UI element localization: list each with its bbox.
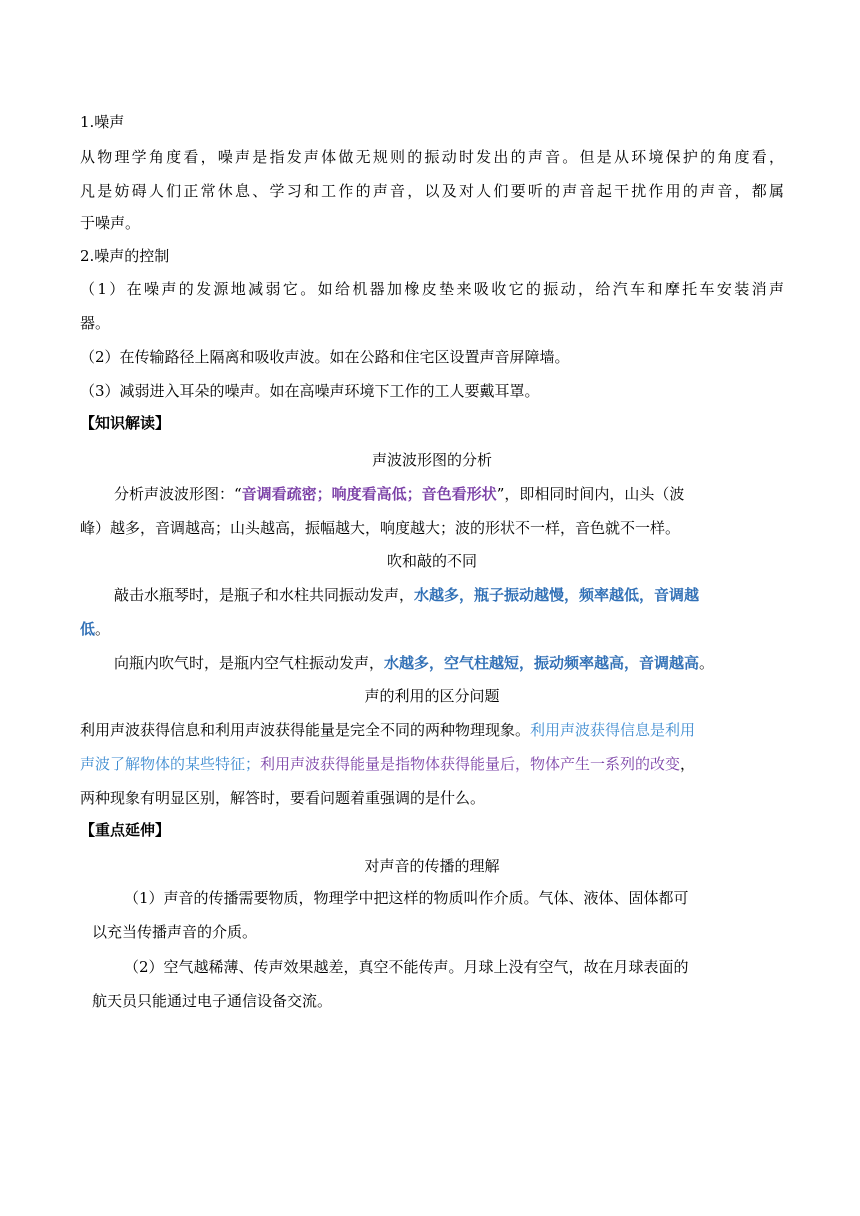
use-text-post: ，	[680, 755, 696, 773]
noise-para-line-2: 凡是妨碍人们正常休息、学习和工作的声音，以及对人们要听的声音起干扰作用的声音，都属	[80, 182, 784, 200]
control-item-1-line-2: 器。	[80, 314, 111, 332]
knock-text-post: 。	[95, 620, 111, 638]
knock-text-pre: 敲击水瓶琴时，是瓶子和水柱共同振动发声，	[114, 586, 415, 604]
sound-use-title: 声的利用的区分问题	[364, 687, 500, 705]
blow-text-highlight: 水越多，空气柱越短，振动频率越高，音调越高	[384, 654, 700, 672]
noise-para-line-3: 于噪声。	[80, 214, 141, 232]
blow-text-pre: 向瓶内吹气时，是瓶内空气柱振动发声，	[114, 654, 385, 672]
wave-analysis-line-1	[114, 484, 784, 504]
use-text-highlight-3: 利用声波获得能量是指物体获得能量后，物体产生一系列的改变	[260, 755, 681, 773]
wave-analysis-title: 声波波形图的分析	[371, 451, 492, 469]
blow-knock-title: 吹和敲的不同	[386, 552, 477, 570]
use-text-highlight-2: 声波了解物体的某些特征；	[80, 755, 261, 773]
sound-use-line-3: 两种现象有明显区别，解答时，要看问题着重强调的是什么。	[80, 789, 486, 807]
propagation-para-1-line-2: 以充当传播声音的介质。	[92, 923, 258, 941]
knock-text-highlight: 水越多，瓶子振动越慢，频率越低，音调越	[414, 586, 700, 604]
use-text-pre: 利用声波获得信息和利用声波获得能量是完全不同的两种物理现象。	[80, 721, 531, 739]
knowledge-heading: 【知识解读】	[80, 414, 171, 432]
propagation-title: 对声音的传播的理解	[364, 857, 500, 875]
knock-line-1	[114, 585, 784, 605]
propagation-para-2-line-1: （2）空气越稀薄、传声效果越差，真空不能传声。月球上没有空气，故在月球表面的	[124, 958, 689, 976]
control-item-3: （3）减弱进入耳朵的噪声。如在高噪声环境下工作的工人要戴耳罩。	[80, 382, 540, 400]
blow-text-post: 。	[699, 654, 715, 672]
control-item-2: （2）在传输路径上隔离和吸收声波。如在公路和住宅区设置声音屏障墙。	[80, 348, 570, 366]
wave-text-highlight: 音调看疏密；响度看高低；音色看形状	[241, 485, 497, 503]
sound-use-line-1	[80, 720, 784, 740]
sound-use-line-2	[80, 754, 784, 774]
use-text-highlight-1: 利用声波获得信息是利用	[530, 721, 696, 739]
wave-text-post: ”，即相同时间内，山头（波	[496, 485, 685, 503]
knock-text-highlight-2: 低	[80, 620, 96, 638]
wave-text-pre: 分析声波波形图：“	[114, 485, 242, 503]
extension-heading: 【重点延伸】	[80, 821, 171, 839]
section-title-noise: 1.噪声	[80, 113, 125, 131]
noise-para-line-1: 从物理学角度看，噪声是指发声体做无规则的振动时发出的声音。但是从环境保护的角度看，	[80, 148, 784, 166]
knock-line-2	[80, 619, 784, 639]
wave-analysis-line-2: 峰）越多，音调越高；山头越高，振幅越大，响度越大；波的形状不一样，音色就不一样。	[80, 519, 681, 537]
control-item-1-line-1: （1）在噪声的发源地减弱它。如给机器加橡皮垫来吸收它的振动，给汽车和摩托车安装消声	[80, 280, 784, 298]
blow-line	[114, 653, 784, 673]
propagation-para-1-line-1: （1）声音的传播需要物质，物理学中把这样的物质叫作介质。气体、液体、固体都可	[124, 889, 689, 907]
propagation-para-2-line-2: 航天员只能通过电子通信设备交流。	[92, 992, 333, 1010]
section-title-noise-control: 2.噪声的控制	[80, 247, 170, 265]
